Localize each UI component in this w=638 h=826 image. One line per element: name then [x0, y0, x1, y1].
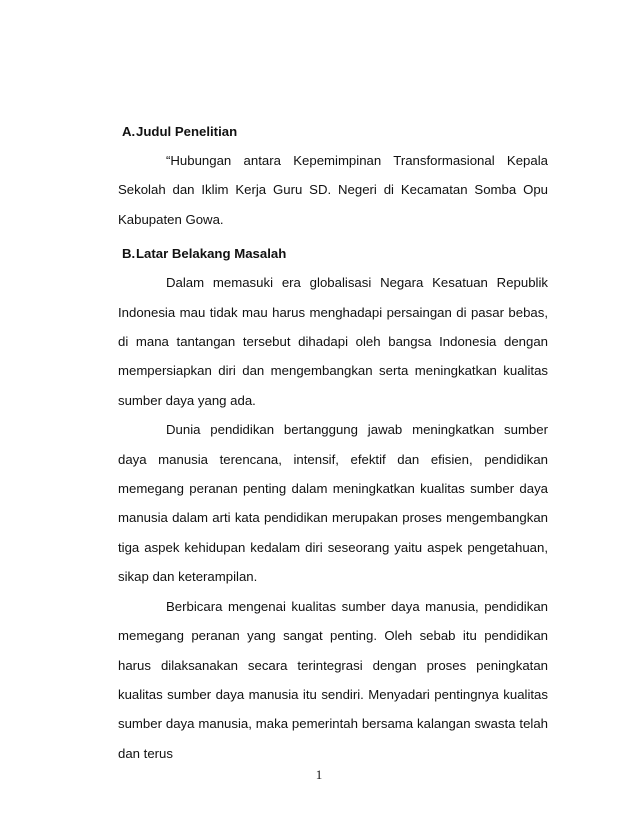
section-title: Judul Penelitian — [136, 124, 238, 139]
document-body — [118, 117, 548, 768]
section-title: Latar Belakang Masalah — [136, 246, 287, 262]
paragraph: Berbicara mengenai kualitas sumber daya manusia, pendidikan memegang peranan yang sangat penting. Oleh sebab itu pendidikan harus dilaksanakan secara terintegrasi dengan proses peningkatan kualitas sumber daya manusia itu sendiri. Menyadari pentingnya kualitas sumber daya manusia, maka pemerintah bersama kalangan swasta telah dan terus — [118, 598, 548, 761]
section-heading-latar-belakang — [118, 239, 548, 268]
paragraph: Dalam memasuki era globalisasi Negara Kesatuan Republik Indonesia mau tidak mau harus menghadapi persaingan di pasar bebas, di mana tantangan tersebut dihadapi oleh bangsa Indonesia dengan mempersiapkan diri dan mengembangkan serta meningkatkan kualitas sumber daya yang ada. — [118, 275, 548, 408]
paragraph: Dunia pendidikan bertanggung jawab meningkatkan sumber daya manusia terencana, intensif, efektif dan efisien, pendidikan memegang peranan penting dalam meningkatkan kualitas sumber daya manusia dalam arti kata pendidikan merupakan proses mengembangkan tiga aspek kehidupan kedalam diri seseorang yaitu aspek pengetahuan, sikap dan keterampilan. — [118, 422, 548, 585]
paragraph: “Hubungan antara Kepemimpinan Transformasional Kepala Sekolah dan Iklim Kerja Guru SD. Negeri di Kecamatan Somba Opu Kabupaten Gowa. — [118, 153, 548, 227]
section-marker: A. — [122, 124, 136, 139]
section-marker: B. — [122, 246, 136, 262]
section-heading-judul — [118, 117, 548, 146]
page-number: 1 — [315, 767, 323, 782]
